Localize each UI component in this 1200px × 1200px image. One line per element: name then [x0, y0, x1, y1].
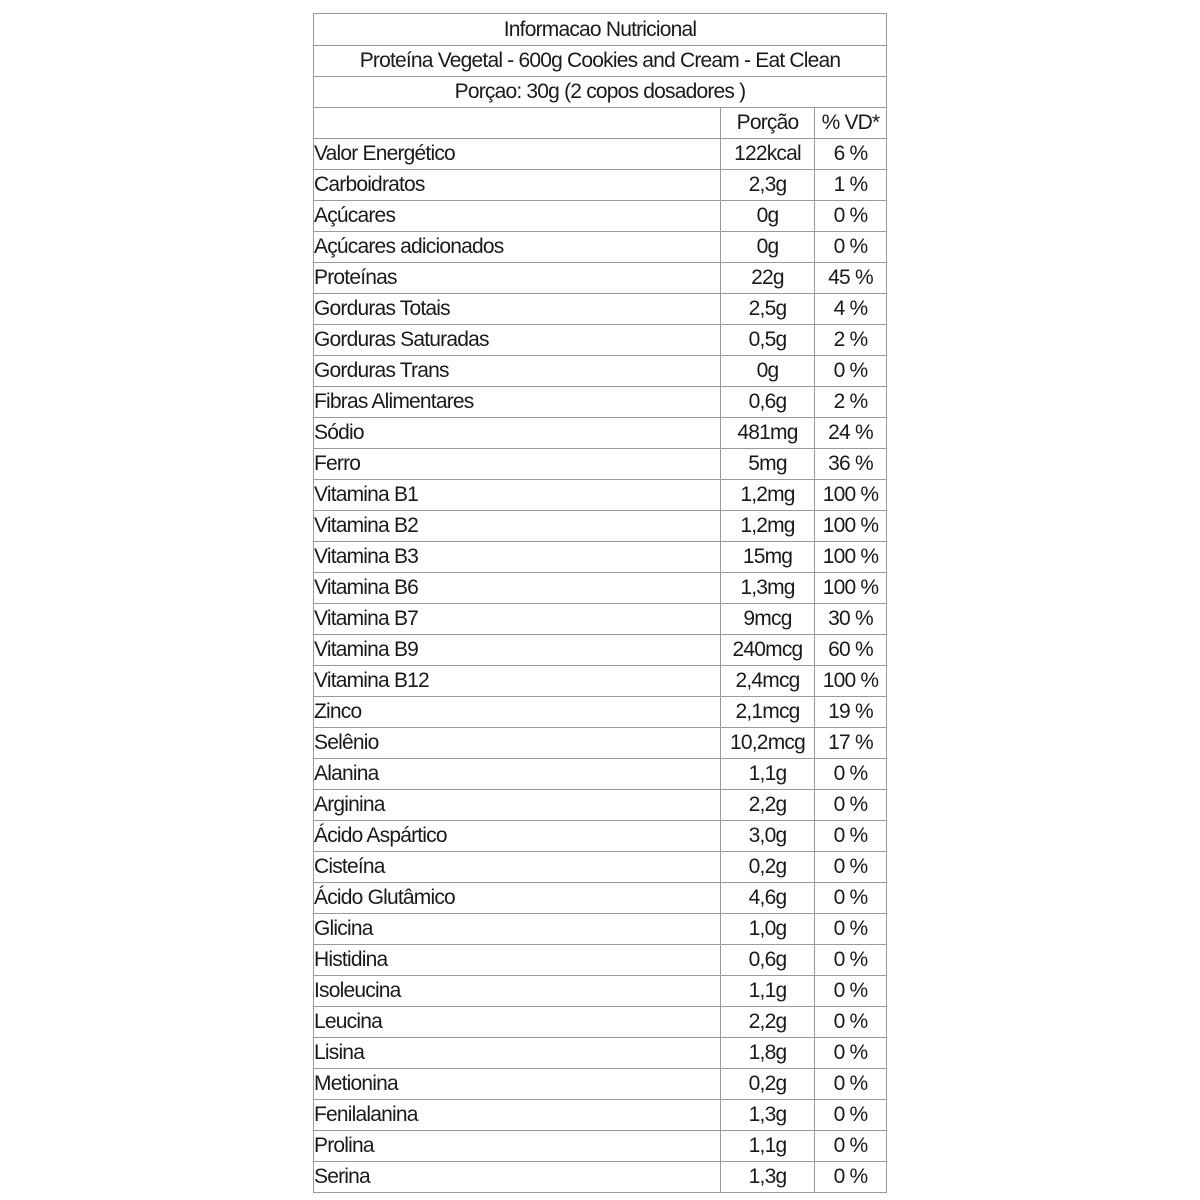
nutrient-daily-value: 100 % [815, 480, 887, 511]
nutrient-portion: 240mcg [721, 635, 815, 666]
nutrient-portion: 1,3g [721, 1100, 815, 1131]
nutrient-name: Zinco [314, 697, 721, 728]
nutrient-portion: 10,2mcg [721, 728, 815, 759]
table-row [314, 1131, 887, 1162]
nutrient-name: Vitamina B3 [314, 542, 721, 573]
nutrient-name: Ferro [314, 449, 721, 480]
nutrient-portion: 0g [721, 232, 815, 263]
nutrient-daily-value: 45 % [815, 263, 887, 294]
nutrient-portion: 122kcal [721, 139, 815, 170]
serving-size: Porçao: 30g (2 copos dosadores ) [314, 77, 887, 108]
column-header-dv: % VD* [815, 108, 887, 139]
nutrient-name: Arginina [314, 790, 721, 821]
nutrient-daily-value: 1 % [815, 170, 887, 201]
nutrient-name: Carboidratos [314, 170, 721, 201]
nutrient-name: Vitamina B2 [314, 511, 721, 542]
table-row [314, 604, 887, 635]
nutrient-name: Serina [314, 1162, 721, 1193]
nutrient-daily-value: 19 % [815, 697, 887, 728]
nutrient-portion: 0,5g [721, 325, 815, 356]
nutrient-daily-value: 0 % [815, 790, 887, 821]
nutrient-portion: 2,2g [721, 790, 815, 821]
nutrient-daily-value: 4 % [815, 294, 887, 325]
nutrient-name: Metionina [314, 1069, 721, 1100]
nutrient-name: Vitamina B7 [314, 604, 721, 635]
nutrient-name: Gorduras Totais [314, 294, 721, 325]
table-row [314, 232, 887, 263]
nutrient-daily-value: 30 % [815, 604, 887, 635]
nutrient-name: Isoleucina [314, 976, 721, 1007]
nutrient-name: Vitamina B6 [314, 573, 721, 604]
nutrient-portion: 1,0g [721, 914, 815, 945]
nutrient-name: Gorduras Saturadas [314, 325, 721, 356]
nutrient-portion: 4,6g [721, 883, 815, 914]
nutrient-name: Cisteína [314, 852, 721, 883]
nutrient-portion: 1,2mg [721, 511, 815, 542]
nutrient-name: Prolina [314, 1131, 721, 1162]
table-row [314, 790, 887, 821]
table-row [314, 666, 887, 697]
nutrient-daily-value: 2 % [815, 387, 887, 418]
nutrient-portion: 2,3g [721, 170, 815, 201]
table-row [314, 728, 887, 759]
nutrient-daily-value: 0 % [815, 1069, 887, 1100]
nutrient-daily-value: 0 % [815, 945, 887, 976]
nutrient-name: Sódio [314, 418, 721, 449]
nutrient-portion: 2,1mcg [721, 697, 815, 728]
nutrient-portion: 0,2g [721, 1069, 815, 1100]
nutrition-facts-panel [313, 13, 886, 1193]
nutrient-daily-value: 0 % [815, 759, 887, 790]
table-row [314, 1100, 887, 1131]
nutrient-daily-value: 0 % [815, 976, 887, 1007]
table-row [314, 418, 887, 449]
table-row [314, 635, 887, 666]
table-row [314, 1038, 887, 1069]
nutrient-name: Proteínas [314, 263, 721, 294]
nutrient-name: Ácido Aspártico [314, 821, 721, 852]
nutrient-daily-value: 0 % [815, 1131, 887, 1162]
nutrient-name: Gorduras Trans [314, 356, 721, 387]
table-row [314, 263, 887, 294]
nutrient-portion: 3,0g [721, 821, 815, 852]
nutrient-daily-value: 0 % [815, 1100, 887, 1131]
nutrient-portion: 0,6g [721, 387, 815, 418]
nutrient-name: Açúcares [314, 201, 721, 232]
serving-row [314, 77, 887, 108]
nutrient-name: Açúcares adicionados [314, 232, 721, 263]
table-row [314, 573, 887, 604]
table-row [314, 759, 887, 790]
nutrient-daily-value: 100 % [815, 666, 887, 697]
product-name: Proteína Vegetal - 600g Cookies and Cream - Eat Clean [314, 46, 887, 77]
nutrient-portion: 15mg [721, 542, 815, 573]
nutrient-daily-value: 0 % [815, 1038, 887, 1069]
nutrient-name: Alanina [314, 759, 721, 790]
table-row [314, 356, 887, 387]
nutrient-daily-value: 6 % [815, 139, 887, 170]
nutrient-name: Leucina [314, 1007, 721, 1038]
nutrient-daily-value: 2 % [815, 325, 887, 356]
nutrient-daily-value: 17 % [815, 728, 887, 759]
nutrient-name: Selênio [314, 728, 721, 759]
nutrient-portion: 481mg [721, 418, 815, 449]
column-header-portion: Porção [721, 108, 815, 139]
table-row [314, 542, 887, 573]
nutrient-daily-value: 100 % [815, 511, 887, 542]
nutrient-portion: 0,2g [721, 852, 815, 883]
title-row [314, 14, 887, 46]
nutrient-portion: 1,3mg [721, 573, 815, 604]
nutrient-portion: 1,1g [721, 1131, 815, 1162]
nutrient-name: Fibras Alimentares [314, 387, 721, 418]
table-row [314, 697, 887, 728]
table-row [314, 914, 887, 945]
nutrient-portion: 2,2g [721, 1007, 815, 1038]
product-row [314, 46, 887, 77]
table-row [314, 1162, 887, 1193]
nutrient-name: Histidina [314, 945, 721, 976]
nutrition-table [313, 13, 887, 1193]
nutrient-portion: 0g [721, 356, 815, 387]
table-row [314, 294, 887, 325]
nutrient-portion: 5mg [721, 449, 815, 480]
column-header-row [314, 108, 887, 139]
nutrient-portion: 1,8g [721, 1038, 815, 1069]
nutrient-daily-value: 0 % [815, 1162, 887, 1193]
table-title: Informacao Nutricional [314, 14, 887, 46]
nutrient-daily-value: 0 % [815, 232, 887, 263]
table-row [314, 511, 887, 542]
nutrient-daily-value: 0 % [815, 883, 887, 914]
table-row [314, 852, 887, 883]
nutrient-daily-value: 100 % [815, 573, 887, 604]
table-row [314, 1007, 887, 1038]
table-row [314, 139, 887, 170]
table-row [314, 480, 887, 511]
table-row [314, 1069, 887, 1100]
nutrient-daily-value: 36 % [815, 449, 887, 480]
nutrient-daily-value: 0 % [815, 852, 887, 883]
table-row [314, 201, 887, 232]
nutrient-portion: 22g [721, 263, 815, 294]
table-row [314, 387, 887, 418]
table-row [314, 883, 887, 914]
nutrient-daily-value: 100 % [815, 542, 887, 573]
nutrient-name: Valor Energético [314, 139, 721, 170]
table-row [314, 449, 887, 480]
nutrient-portion: 2,4mcg [721, 666, 815, 697]
nutrient-portion: 2,5g [721, 294, 815, 325]
nutrient-portion: 1,1g [721, 976, 815, 1007]
table-row [314, 976, 887, 1007]
nutrient-name: Fenilalanina [314, 1100, 721, 1131]
nutrient-portion: 0g [721, 201, 815, 232]
table-row [314, 170, 887, 201]
nutrient-name: Vitamina B9 [314, 635, 721, 666]
nutrient-name: Vitamina B12 [314, 666, 721, 697]
nutrient-name: Ácido Glutâmico [314, 883, 721, 914]
nutrient-portion: 1,1g [721, 759, 815, 790]
table-row [314, 325, 887, 356]
table-row [314, 821, 887, 852]
nutrient-daily-value: 0 % [815, 356, 887, 387]
nutrient-daily-value: 60 % [815, 635, 887, 666]
nutrient-daily-value: 0 % [815, 201, 887, 232]
nutrient-daily-value: 0 % [815, 914, 887, 945]
nutrient-portion: 9mcg [721, 604, 815, 635]
nutrient-daily-value: 0 % [815, 1007, 887, 1038]
table-row [314, 945, 887, 976]
nutrient-portion: 0,6g [721, 945, 815, 976]
nutrient-portion: 1,3g [721, 1162, 815, 1193]
nutrient-name: Vitamina B1 [314, 480, 721, 511]
column-header-name [314, 108, 721, 139]
nutrient-name: Lisina [314, 1038, 721, 1069]
nutrient-name: Glicina [314, 914, 721, 945]
nutrient-daily-value: 0 % [815, 821, 887, 852]
nutrient-portion: 1,2mg [721, 480, 815, 511]
nutrient-daily-value: 24 % [815, 418, 887, 449]
